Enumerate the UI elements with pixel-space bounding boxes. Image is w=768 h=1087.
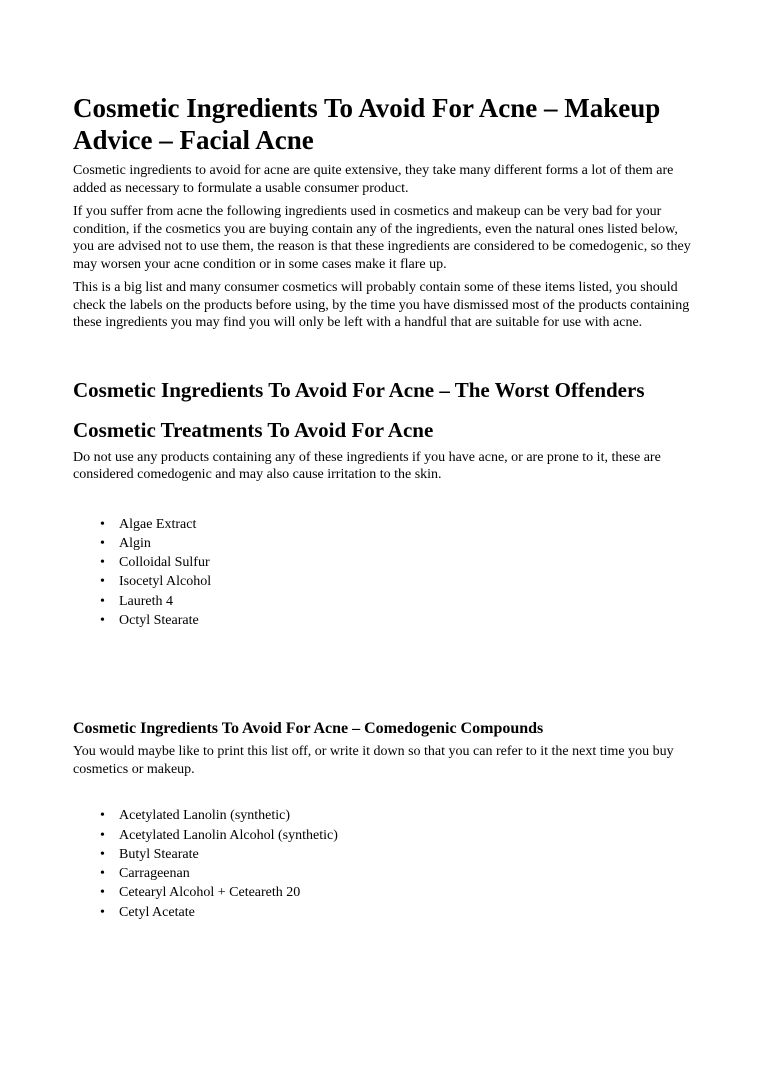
bullet-icon: • — [100, 885, 105, 901]
list-item: • Carrageenan — [100, 864, 698, 883]
bullet-icon: • — [100, 827, 105, 843]
list-item: • Algae Extract — [100, 515, 698, 534]
bullet-icon: • — [100, 555, 105, 571]
list-item: • Cetyl Acetate — [100, 903, 698, 922]
bullet-icon: • — [100, 574, 105, 590]
intro-paragraph-2: If you suffer from acne the following ingredients used in cosmetics and makeup can be very bad for your condition, if the cosmetics you are buying contain any of the ingredients, even the natural ones listed below, you are advised not to use them, the reason is that these ingredients are considered to be comedogenic, so they may worsen your acne condition or in some cases make it flare up. — [73, 204, 691, 272]
bullet-icon: • — [100, 593, 105, 609]
treatments-heading: Cosmetic Treatments To Avoid For Acne — [73, 417, 434, 442]
comedogenic-paragraph: You would maybe like to print this list off, or write it down so that you can refer to it the next time you buy cosmetics or makeup. — [73, 744, 674, 777]
list-item: • Algin — [100, 534, 698, 553]
intro-paragraph-3: This is a big list and many consumer cosmetics will probably contain some of these items listed, you should check the labels on the products before using, by the time you have dismissed most of the products containing these ingredients you may find you will only be left with a handful that are suitable for use with acne. — [73, 280, 690, 330]
bullet-icon: • — [100, 808, 105, 824]
list-item: • Colloidal Sulfur — [100, 553, 698, 572]
comedogenic-heading: Cosmetic Ingredients To Avoid For Acne – Comedogenic Compounds — [73, 720, 544, 738]
bullet-icon: • — [100, 866, 105, 882]
treatments-list — [73, 515, 698, 631]
list-item: • Laureth 4 — [100, 592, 698, 611]
list-item: • Octyl Stearate — [100, 611, 698, 630]
list-item: • Acetylated Lanolin (synthetic) — [100, 806, 698, 825]
bullet-icon: • — [100, 535, 105, 551]
list-item: • Cetearyl Alcohol + Ceteareth 20 — [100, 883, 698, 902]
page-title: Cosmetic Ingredients To Avoid For Acne – Makeup Advice – Facial Acne — [73, 93, 661, 155]
bullet-icon: • — [100, 846, 105, 862]
bullet-icon: • — [100, 612, 105, 628]
list-item: • Isocetyl Alcohol — [100, 572, 698, 591]
comedogenic-list — [73, 806, 698, 922]
treatments-paragraph: Do not use any products containing any of these ingredients if you have acne, or are prone to it, these are considered comedogenic and may also cause irritation to the skin. — [73, 449, 661, 482]
worst-offenders-heading: Cosmetic Ingredients To Avoid For Acne – The Worst Offenders — [73, 377, 645, 402]
list-item: • Acetylated Lanolin Alcohol (synthetic) — [100, 826, 698, 845]
list-item: • Butyl Stearate — [100, 845, 698, 864]
bullet-icon: • — [100, 904, 105, 920]
bullet-icon: • — [100, 516, 105, 532]
intro-paragraph-1: Cosmetic ingredients to avoid for acne are quite extensive, they take many different forms a lot of them are added as necessary to formulate a usable consumer product. — [73, 163, 674, 196]
